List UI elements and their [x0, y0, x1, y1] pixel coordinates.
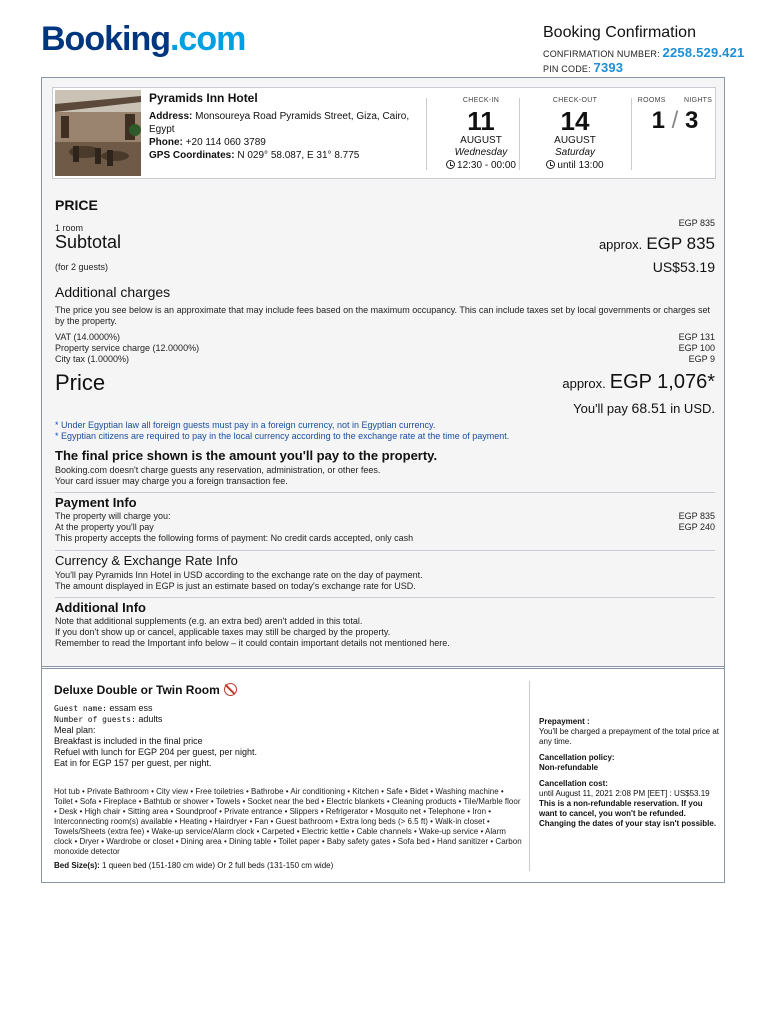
confirmation-title: Booking Confirmation [543, 24, 696, 41]
total-price-amount: EGP 1,076* [609, 371, 715, 393]
rooms-nights-values [635, 107, 715, 135]
payment-info-section [55, 495, 715, 544]
no-fees-text: Booking.com doesn't charge guests any reservation, administration, or other fees. [55, 465, 381, 475]
rooms-nights-separator: / [671, 107, 679, 134]
total-price-label: Price [55, 370, 106, 395]
total-approx [562, 371, 715, 394]
checkout-block [525, 97, 625, 171]
final-price-heading: The final price shown is the amount you'll pay to the property. [55, 448, 438, 463]
charge-amount: EGP 100 [678, 343, 715, 353]
no-smoking-icon [224, 683, 237, 696]
payment-info-heading: Payment Info [55, 495, 137, 510]
guests-note: (for 2 guests) [55, 262, 109, 272]
meal-plan-line: Breakfast is included in the final price [54, 736, 203, 746]
checkin-label: CHECK-IN [462, 97, 500, 104]
payment-label: The property will charge you: [55, 511, 171, 521]
currency-info-section [55, 553, 715, 592]
charge-row [55, 343, 715, 354]
charges-list [55, 332, 715, 365]
additional-info-line: Note that additional supplements (e.g. an extra bed) aren't added in this total. [55, 616, 363, 626]
checkout-time-text: until 13:00 [557, 160, 604, 171]
meal-plan-line: Eat in for EGP 157 per guest, per night. [54, 758, 212, 768]
room-count: 1 room [55, 223, 84, 233]
subtotal-amount: EGP 835 [646, 234, 715, 253]
additional-info-section [55, 600, 715, 649]
additional-info-line: If you don't show up or cancel, applicable taxes may still be charged by the property. [55, 627, 391, 637]
prepayment-text: You'll be charged a prepayment of the total price at any time. [539, 727, 720, 746]
checkout-day: 14 [560, 106, 590, 136]
meal-plan-label: Meal plan: [54, 725, 96, 735]
checkout-weekday: Saturday [554, 147, 596, 158]
hotel-photo [55, 90, 141, 176]
divider [55, 492, 715, 493]
guest-name-label: Guest name: [54, 704, 107, 713]
room-title-text: Deluxe Double or Twin Room [54, 683, 220, 697]
charge-label: VAT (14.0000%) [55, 332, 121, 342]
room-details [54, 703, 514, 769]
guests-label: Number of guests: [54, 715, 136, 724]
payment-row [55, 511, 715, 522]
charge-amount: EGP 131 [678, 332, 715, 342]
bed-sizes-value: 1 queen bed (151-180 cm wide) Or 2 full beds (131-150 cm wide) [102, 861, 334, 870]
rooms-label: ROOMS [637, 97, 666, 104]
pay-suffix: in USD. [670, 401, 715, 416]
subtotal-usd: US$53.19 [652, 259, 715, 275]
pin-code-line [543, 60, 744, 75]
price-heading-row [55, 197, 715, 217]
additional-info-heading: Additional Info [55, 600, 146, 615]
logo-part-com: .com [169, 20, 246, 58]
confirmation-number-line [543, 45, 744, 60]
divider [55, 597, 715, 598]
room-amount: EGP 835 [678, 218, 715, 228]
divider [529, 681, 530, 871]
charge-label: City tax (1.0000%) [55, 354, 130, 364]
local-currency-note: * Egyptian citizens are required to pay in the local currency according to the exchange rate at the time of payment. [55, 431, 510, 441]
confirmation-number: 2258.529.421 [662, 45, 745, 60]
divider [631, 98, 632, 170]
pay-amount: 68.51 [631, 400, 667, 416]
pay-usd [573, 400, 715, 416]
guests-value: adults [138, 714, 163, 724]
phone-value: +20 114 060 3789 [185, 137, 266, 148]
rooms-nights-labels [635, 97, 715, 104]
approx-label: approx. [562, 376, 606, 391]
guest-name: essam ess [109, 703, 153, 713]
cancellation-cost-text: until August 11, 2021 2:08 PM [EET] : US$53.19 [539, 789, 710, 798]
room-title [54, 683, 237, 697]
currency-line: The amount displayed in EGP is just an estimate based on today's exchange rate for USD. [55, 581, 416, 591]
cancellation-cost-group [539, 779, 719, 829]
checkin-day: 11 [467, 106, 495, 136]
additional-charges-heading: Additional charges [55, 284, 171, 300]
divider [519, 98, 520, 170]
room-facilities: Hot tub • Private Bathroom • City view • Free toiletries • Bathrobe • Air conditioning • Kitchen • Safe • Bidet • Washing machine • Toilet • Sofa • Fireplace • Bathtub or shower • Towels • Socket near the bed • Electric blankets • Cleaning products • Tile/Marble floor • Desk • High chair • Sitting area • Soundproof • Private entrance • Slippers • Refrigerator • Mosquito net • Telephone • Iron • Interconnecting room(s) available • Heating • Hairdryer • Fan • Guest bathroom • Extra long beds (> 6.5 ft) • Walk-in closet • Towels/Sheets (extra fee) • Wake-up service/Alarm clock • Carpeted • Electric kettle • Cable channels • Wake-up service • Alarm clock • Dryer • Wardrobe or closet • Dining area • Dining table • Toilet paper • Baby safety gates • Sofa bed • Hand sanitizer • Carbon monoxide detector [54, 787, 522, 856]
foreign-currency-note: * Under Egyptian law all foreign guests must pay in a foreign currency, not in Egyptian currency. [55, 420, 436, 430]
cancellation-policy-label: Cancellation policy: [539, 753, 615, 762]
nights-count: 3 [685, 107, 699, 134]
cancellation-policy-value: Non-refundable [539, 763, 599, 772]
confirmation-number-label: CONFIRMATION NUMBER: [543, 49, 660, 59]
charge-row [55, 332, 715, 343]
non-refundable-text: This is a non-refundable reservation. If you want to cancel, you won't be refunded. [539, 799, 703, 818]
guest-name-row [54, 703, 514, 714]
payment-methods-text: This property accepts the following forms of payment: No credit cards accepted, only cash [55, 533, 414, 543]
pay-prefix: You'll pay [573, 401, 628, 416]
checkin-time-text: 12:30 - 00:00 [457, 160, 516, 171]
charge-label: Property service charge (12.0000%) [55, 343, 200, 353]
additional-charges-text: The price you see below is an approximate that may include fees based on the maximum occupancy. This can include taxes set by local governments or charges set by the property. [55, 305, 711, 326]
checkin-time [431, 160, 531, 171]
clock-icon [446, 160, 455, 169]
subtotal-usd-row [55, 257, 715, 277]
checkout-label: CHECK-OUT [552, 97, 598, 104]
room-section [42, 669, 724, 882]
cancellation-cost-label: Cancellation cost: [539, 779, 608, 788]
prepayment-group [539, 717, 719, 747]
logo-part-booking: Booking [41, 20, 170, 58]
approx-label: approx. [598, 237, 643, 252]
charge-row [55, 354, 715, 365]
price-heading: PRICE [55, 197, 98, 213]
subtotal-label: Subtotal [55, 232, 122, 252]
rooms-nights-block [635, 97, 715, 135]
hotel-address [149, 110, 419, 136]
address-label: Address: [149, 111, 193, 122]
divider [426, 98, 427, 170]
charge-amount: EGP 9 [688, 354, 715, 364]
divider [55, 550, 715, 551]
pay-usd-row [55, 400, 715, 418]
checkout-time [525, 160, 625, 171]
payment-amount: EGP 835 [678, 511, 715, 521]
nights-label: NIGHTS [683, 97, 713, 104]
pin-code-label: PIN CODE: [543, 64, 591, 74]
checkin-block [431, 97, 531, 171]
hotel-name: Pyramids Inn Hotel [149, 91, 258, 105]
clock-icon [546, 160, 555, 169]
hotel-info [149, 110, 419, 162]
subtotal-approx [599, 234, 715, 254]
payment-label: At the property you'll pay [55, 522, 154, 532]
currency-line: You'll pay Pyramids Inn Hotel in USD according to the exchange rate on the day of payment. [55, 570, 423, 580]
checkin-month: AUGUST [460, 135, 502, 146]
hotel-phone [149, 136, 419, 149]
subtotal-row [55, 232, 715, 256]
gps-label: GPS Coordinates: [149, 150, 235, 161]
phone-label: Phone: [149, 137, 183, 148]
rooms-count: 1 [651, 107, 665, 134]
checkout-month: AUGUST [554, 135, 596, 146]
prepayment-label: Prepayment : [539, 717, 590, 726]
total-price-row [55, 370, 715, 398]
booking-logo [41, 20, 245, 59]
cancellation-group [539, 753, 719, 773]
bed-sizes [54, 861, 333, 870]
currency-info-heading: Currency & Exchange Rate Info [55, 553, 238, 568]
confirmation-frame [41, 77, 725, 883]
hotel-card [52, 87, 716, 179]
address-value: Monsoureya Road Pyramids Street, Giza, Cairo, Egypt [149, 111, 410, 135]
checkin-weekday: Wednesday [454, 147, 508, 158]
gps-value: N 029° 58.087, E 31° 8.775 [237, 150, 360, 161]
additional-info-line: Remember to read the Important info below – it could contain important details not mentioned here. [55, 638, 450, 648]
final-price-section [55, 448, 715, 487]
hotel-gps [149, 149, 419, 162]
currency-law-notes [55, 420, 715, 442]
confirmation-block [543, 24, 744, 75]
payment-amount: EGP 240 [678, 522, 715, 532]
pin-code: 7393 [593, 60, 624, 75]
policy-block [539, 717, 719, 829]
bed-sizes-label: Bed Size(s): [54, 861, 100, 870]
meal-plan-line: Refuel with lunch for EGP 204 per guest, per night. [54, 747, 257, 757]
card-fee-text: Your card issuer may charge you a foreign transaction fee. [55, 476, 288, 486]
additional-charges-heading-row [55, 284, 715, 300]
room-count-row [55, 218, 715, 233]
guests-row [54, 714, 514, 725]
date-change-text: Changing the dates of your stay isn't possible. [539, 819, 717, 828]
payment-row [55, 522, 715, 533]
